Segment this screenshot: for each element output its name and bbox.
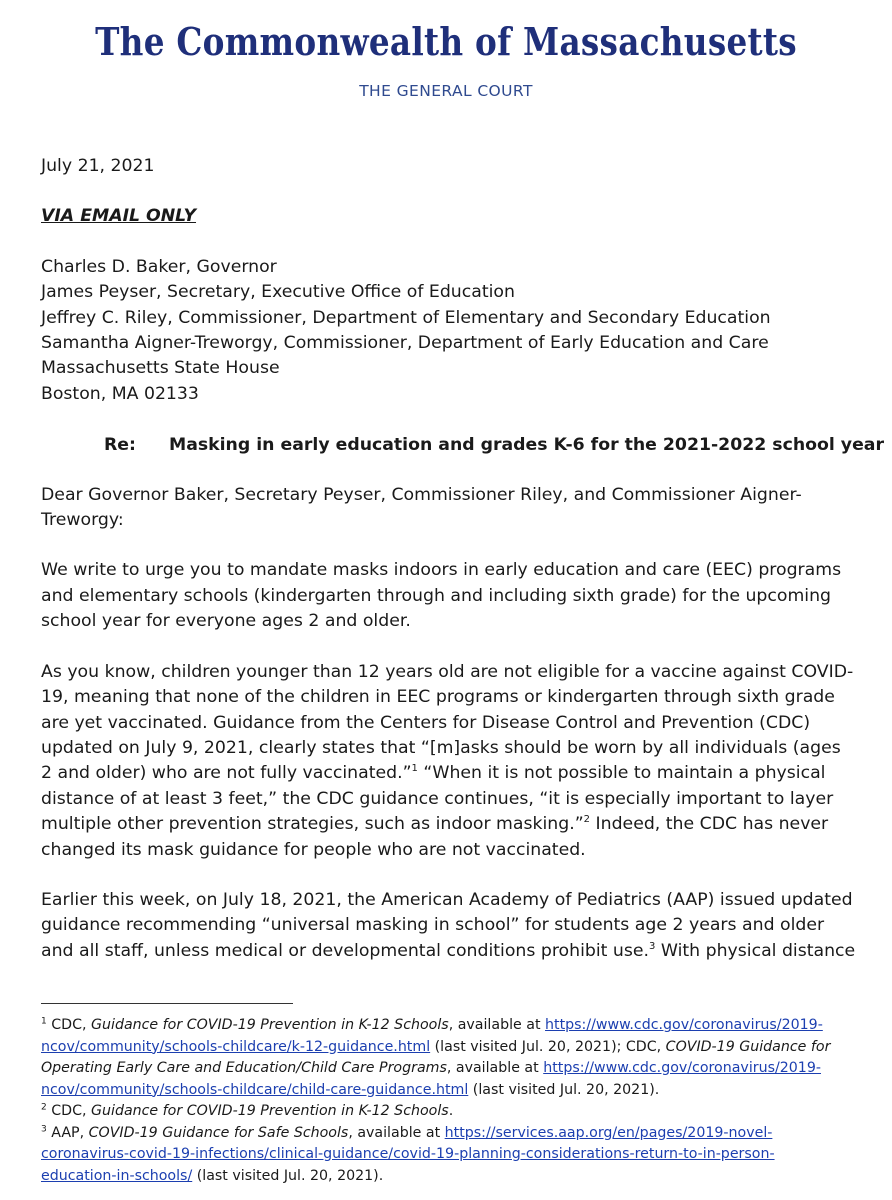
- addressee-line: Boston, MA 02133: [41, 383, 199, 404]
- addressee-line: James Peyser, Secretary, Executive Office of Education: [41, 282, 515, 303]
- addressee-line: Samantha Aigner-Treworgy, Commissioner, Department of Early Education and Care: [41, 333, 769, 354]
- footnote-text: CDC,: [46, 1103, 92, 1119]
- footnote-number: 2: [41, 1102, 47, 1113]
- footnote-text: .: [448, 1103, 454, 1119]
- footnote-ref[interactable]: 2: [583, 814, 591, 826]
- masthead: [0, 14, 892, 100]
- cited-title: Guidance for COVID-19 Prevention in K-12 Schools: [91, 1017, 449, 1033]
- footnote-text: (last visited Jul. 20, 2021).: [468, 1081, 660, 1098]
- delivery-method: VIA EMAIL ONLY: [41, 206, 197, 227]
- citation-link[interactable]: https://www.cdc.gov/coronavirus/2019-ncov/community/schools-childcare/child-care-guidance.html: [41, 1060, 821, 1098]
- paragraph-3: [41, 888, 856, 964]
- footnote-ref[interactable]: 1: [411, 763, 418, 775]
- footnote-text: AAP,: [46, 1124, 89, 1141]
- salutation: Dear Governor Baker, Secretary Peyser, Commissioner Riley, and Commissioner Aigner-Treworgy:: [41, 484, 802, 531]
- cited-title: COVID-19 Guidance for Safe Schools: [88, 1124, 349, 1141]
- subject-label: Re:: [104, 435, 136, 456]
- citation-link[interactable]: https://www.cdc.gov/coronavirus/2019-ncov/community/schools-childcare/k-12-guidance.html: [41, 1017, 823, 1055]
- footnotes: [41, 1015, 841, 1187]
- footnote-text: , available at: [448, 1017, 546, 1033]
- citation-link[interactable]: https://services.aap.org/en/pages/2019-novel-coronavirus-covid-19-infections/clinical-guidance/covid-19-planning-considerations-return-to-in-person-education-in-schools/: [41, 1124, 775, 1184]
- footnote-1: [41, 1015, 841, 1101]
- paragraph-2: [41, 660, 856, 863]
- footnote-number: 3: [41, 1123, 47, 1134]
- footnote-2: [41, 1101, 841, 1123]
- letter-date: July 21, 2021: [41, 156, 155, 176]
- footnote-text: CDC,: [46, 1017, 92, 1033]
- paragraph-text: Earlier this week, on July 18, 2021, the American Academy of Pediatrics (AAP) issued updated guidance recommending “universal masking in school” for students age 2 years and older and all staff, unless medical or developmental conditions prohibit use.: [41, 889, 853, 961]
- paragraph-text: As you know, children younger than 12 years old are not eligible for a vaccine against COVID-19, meaning that none of the children in EEC programs or kindergarten through sixth grade are yet vaccinated. Guidance from the Centers for Disease Control and Prevention (CDC) updated on July 9, 2021, clearly states that “[m]asks should be worn by all individuals (ages 2 and older) who are not fully vaccinated.”: [41, 661, 854, 784]
- addressee-block: [41, 255, 856, 407]
- masthead-title: The Commonwealth of Massachusetts: [95, 19, 797, 64]
- addressee-line: Massachusetts State House: [41, 358, 280, 379]
- cited-title: COVID-19 Guidance for Operating Early Care and Education/Child Care Programs: [41, 1038, 831, 1076]
- subject-line: [41, 433, 884, 458]
- paragraph-text: With physical distance: [655, 940, 856, 961]
- footnote-3: [41, 1123, 841, 1188]
- footnote-text: , available at: [446, 1060, 544, 1076]
- footnote-text: (last visited Jul. 20, 2021); CDC,: [430, 1038, 666, 1055]
- footnote-text: (last visited Jul. 20, 2021).: [192, 1167, 384, 1184]
- subject-text: Masking in early education and grades K-6 for the 2021-2022 school year: [169, 435, 884, 456]
- paragraph-1: We write to urge you to mandate masks indoors in early education and care (EEC) programs and elementary schools (kindergarten through and including sixth grade) for the upcoming school year for everyone ages 2 and older.: [41, 560, 842, 632]
- footnote-ref[interactable]: 3: [649, 940, 656, 952]
- footnote-text: , available at: [348, 1124, 445, 1141]
- addressee-line: Jeffrey C. Riley, Commissioner, Department of Elementary and Secondary Education: [41, 307, 771, 328]
- footnote-number: 1: [41, 1016, 47, 1027]
- addressee-line: Charles D. Baker, Governor: [41, 256, 277, 277]
- masthead-subtitle: THE GENERAL COURT: [359, 82, 533, 100]
- paragraph-text: Indeed, the CDC has never changed its mask guidance for people who are not vaccinated.: [41, 814, 829, 860]
- cited-title: Guidance for COVID-19 Prevention in K-12 Schools: [91, 1103, 449, 1119]
- footnote-divider: [41, 1003, 293, 1004]
- letter-body: [41, 154, 884, 964]
- paragraph-text: “When it is not possible to maintain a physical distance of at least 3 feet,” the CDC guidance continues, “it is especially important to layer multiple other prevention strategies, such as indoor masking.”: [41, 763, 834, 835]
